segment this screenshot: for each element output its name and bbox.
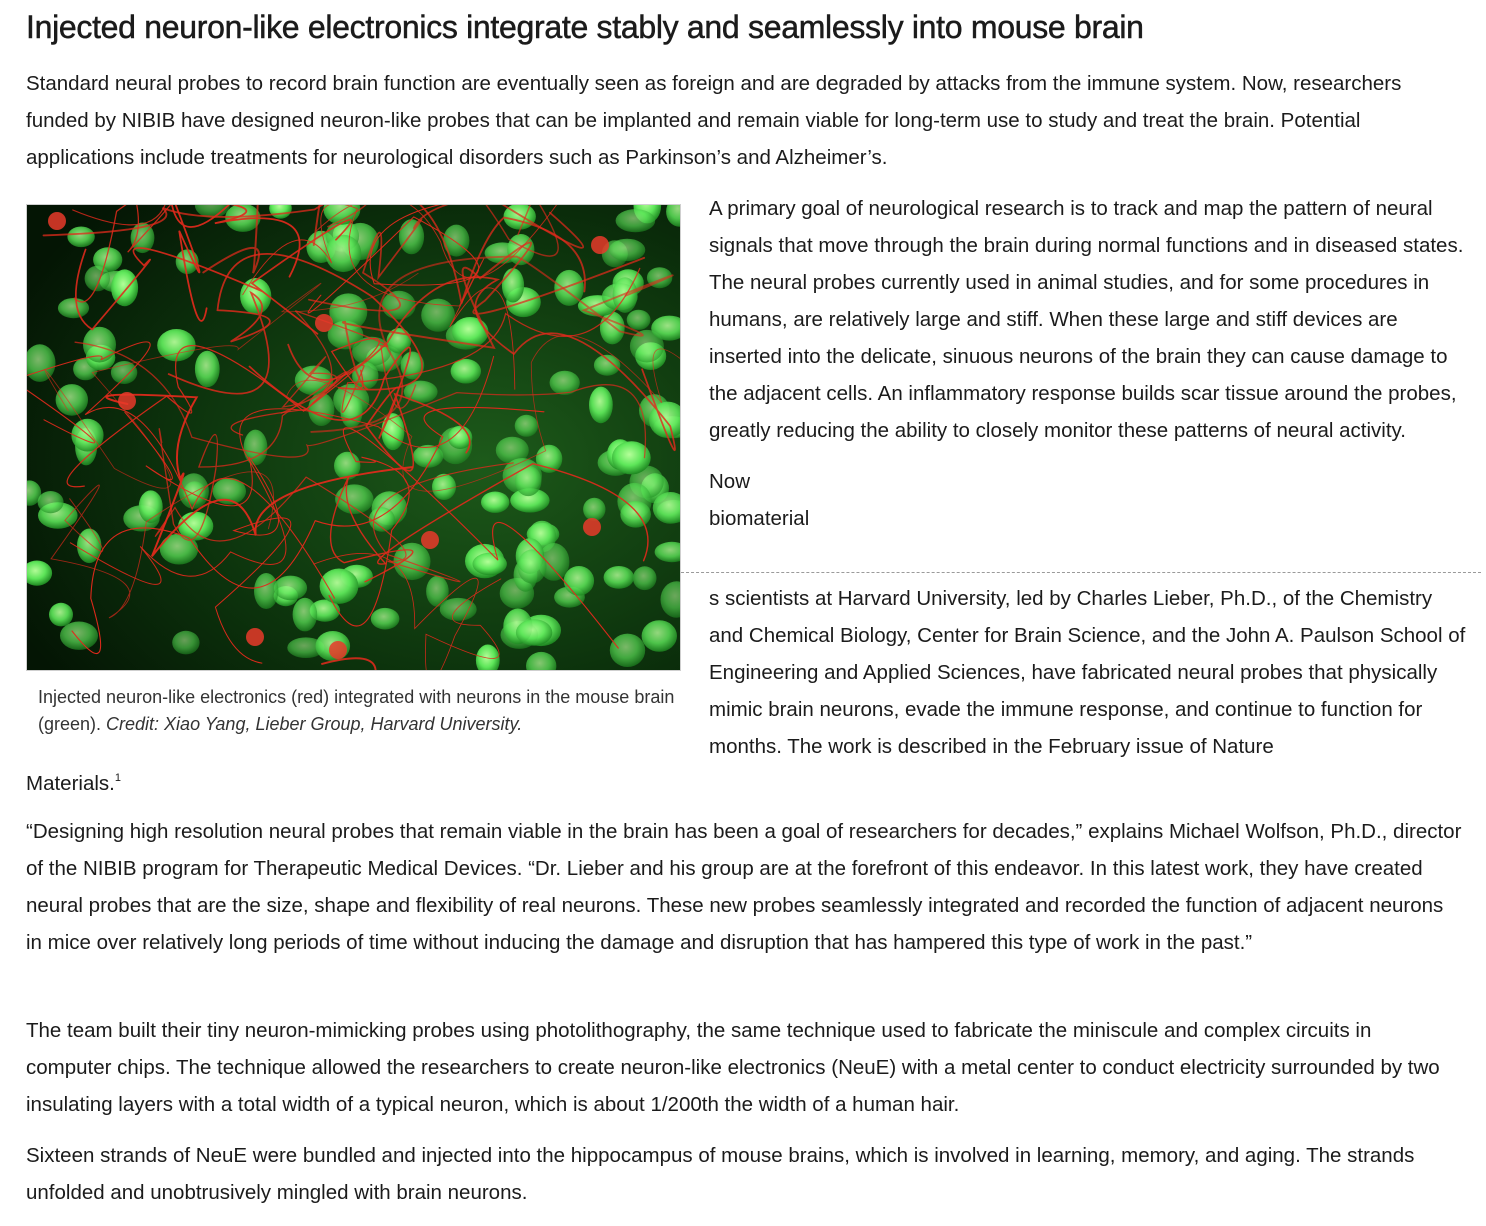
figure-caption bbox=[38, 684, 681, 738]
biomaterial-word: biomaterial bbox=[709, 507, 810, 530]
strands-paragraph: Sixteen strands of NeuE were bundled and injected into the hippocampus of mouse brains, which is involved in learning, memory, and aging. The strands unfolded and unobtrusively mingled with brain neurons. bbox=[26, 1144, 1415, 1204]
goal-paragraph: A primary goal of neurological research is to track and map the pattern of neural signals that move through the brain during normal functions and in diseased states. The neural probes currently used in animal studies, and for some procedures in humans, are relatively large and stiff. When these large and stiff devices are inserted into the delicate, sinuous neurons of the brain they can cause damage to the adjacent cells. An inflammatory response builds scar tissue around the probes, greatly reducing the ability to closely monitor these patterns of neural activity. bbox=[709, 197, 1464, 442]
materials-word: Materials. bbox=[26, 772, 115, 795]
caption-text: Injected neuron-like electronics (red) integrated with neurons in the mouse brain (green). bbox=[38, 687, 675, 734]
materials-line bbox=[26, 760, 121, 802]
harvard-paragraph: s scientists at Harvard University, led by Charles Lieber, Ph.D., of the Chemistry and Chemical Biology, Center for Brain Science, and the John A. Paulson School of Engineering and Applied Sciences, have fabricated neural probes that physically mimic brain neurons, evade the immune response, and continue to function for months. The work is described in the February issue of Nature bbox=[709, 587, 1466, 758]
intro-paragraph: Standard neural probes to record brain function are eventually seen as foreign and are degraded by attacks from the immune system. Now, researchers funded by NIBIB have designed neuron-like probes that can be implanted and remain viable for long-term use to study and treat the brain. Potential applications include treatments for neurological disorders such as Parkinson’s and Alzheimer’s. bbox=[26, 72, 1402, 169]
now-word: Now bbox=[709, 470, 751, 493]
float-divider bbox=[681, 572, 1481, 573]
quote-paragraph: “Designing high resolution neural probes that remain viable in the brain has been a goal of researchers for decades,” explains Michael Wolfson, Ph.D., director of the NIBIB program for Therapeutic Medical Devices. “Dr. Lieber and his group are at the forefront of this endeavor. In this latest work, they have created neural probes that are the size, shape and flexibility of real neurons. These new probes seamlessly integrated and recorded the function of adjacent neurons in mice over relatively long periods of time without inducing the damage and disruption that has hampered this type of work in the past.” bbox=[26, 820, 1462, 954]
neuron-electronics-image bbox=[26, 204, 681, 671]
team-paragraph: The team built their tiny neuron-mimicking probes using photolithography, the same technique used to fabricate the miniscule and complex circuits in computer chips. The technique allowed the researchers to create neuron-like electronics (NeuE) with a metal center to conduct electricity surrounded by two insulating layers with a total width of a typical neuron, which is about 1/200th the width of a human hair. bbox=[26, 1019, 1440, 1116]
article-title: Injected neuron-like electronics integrate stably and seamlessly into mouse brain bbox=[26, 9, 1144, 45]
caption-credit: Credit: Xiao Yang, Lieber Group, Harvard University. bbox=[106, 714, 523, 734]
footnote-1[interactable]: 1 bbox=[114, 772, 121, 784]
side-column bbox=[709, 190, 1469, 537]
figure bbox=[26, 204, 681, 738]
